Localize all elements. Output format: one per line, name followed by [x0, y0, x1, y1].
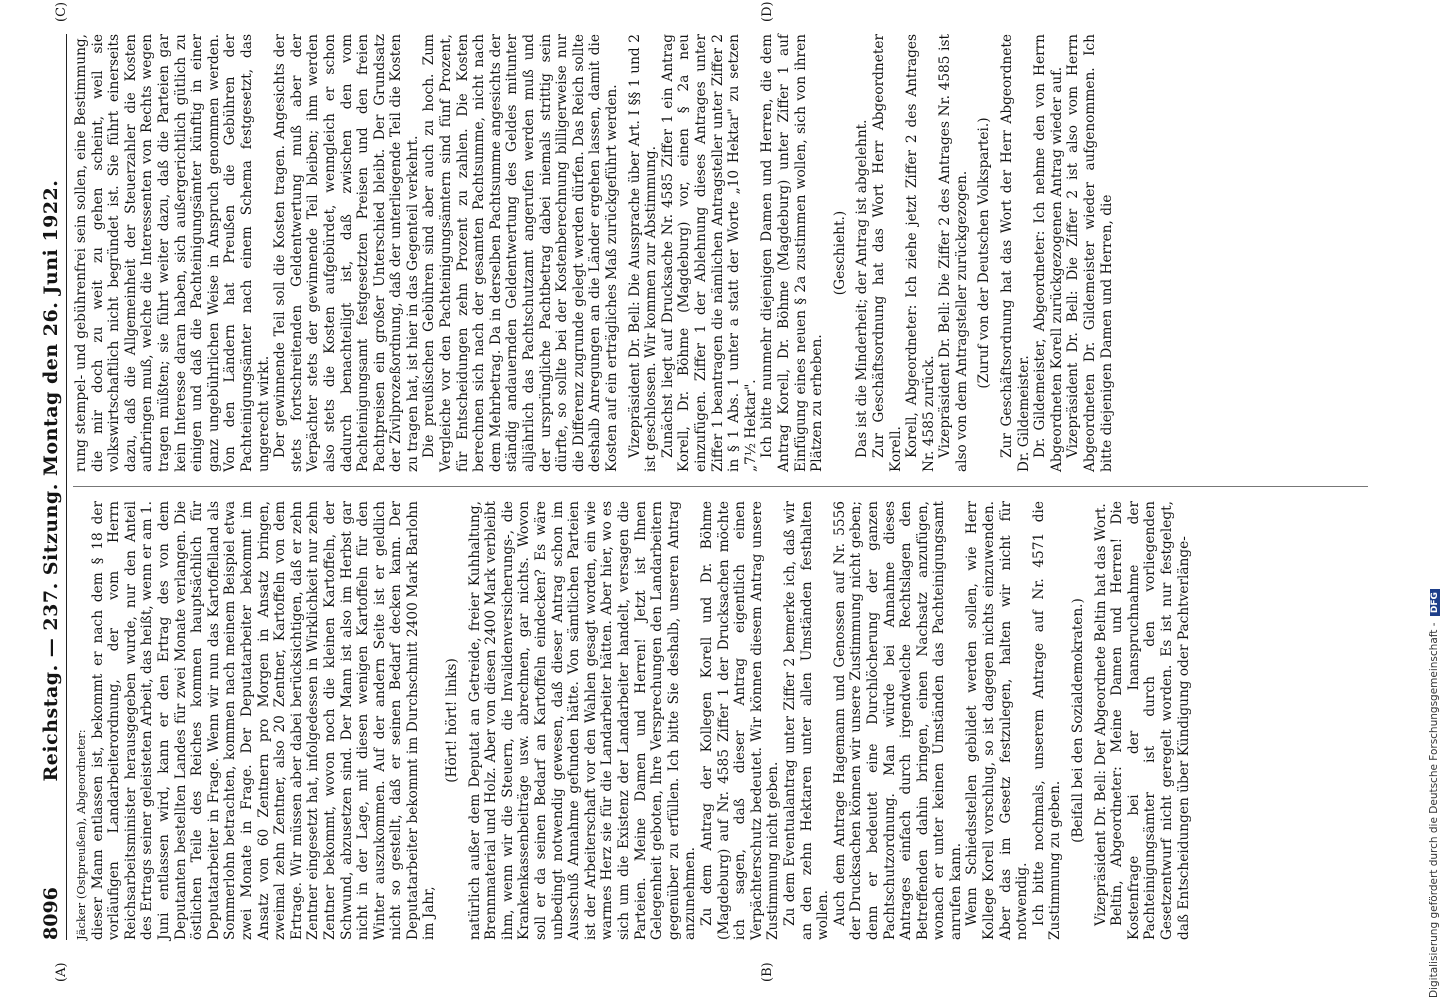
left-column [73, 487, 1368, 940]
dfg-logo: DFG [1430, 589, 1440, 616]
paragraph: Vizepräsident Dr. Bell: Die Aussprache über Art. I §§ 1 und 2 ist geschlossen. Wir kommen zur Abstimmung. [626, 34, 660, 472]
heckle: (Hört! hört! links) [444, 658, 461, 783]
text-columns [73, 34, 1368, 940]
paragraph: Die preußischen Gebühren sind aber auch zu hoch. Zum Vergleiche vor den Pachteinigungsämtern sind fünf Prozent, für Entscheidungen zehn Prozent zu zahlen. Die Kosten berechnen sich nach der gesamten Pachtsumme, nicht nach dem Mehrbetrag. Da in derselben Pachtsumme angesichts der ständig andauernden Geldentwertung des Geldes mitunter alljährlich das Pachtschutzamt angerufen werden muß und der ursprüngliche Pachtbetrag dabei niemals strittig sein dürfte, so sollte bei der Kostenberechnung billigerweise nur die Differenz zugrunde gelegt werden dürfen. Das Reich sollte deshalb Anregungen an die Länder ergehen lassen, damit die Kosten auf ein erträgliches Maß zurückgeführt werden. [421, 34, 620, 472]
paragraph: Auch dem Antrage Hagemann und Genossen auf Nr. 5556 der Drucksachen können wir unsere Zustimmung nicht geben; denn er bedeutet eine Durchlöcherung der ganzen Pachtschutzordnung. Man würde bei Annahme dieses Antrages einfach durch irgendwelche Rechtslagen den Betreffenden dahin bringen, einen Nachsatz anzufügen, wonach er unter keinen Umständen das Pachteinigungsamt anrufen kann. [831, 501, 964, 940]
applause: (Beifall bei den Sozialdemokraten.) [1070, 598, 1087, 843]
digitization-credit [1428, 0, 1442, 998]
paragraph: Zunächst liegt auf Drucksache Nr. 4585 Ziffer 1 ein Antrag Korell, Dr. Böhme (Magdeburg) vor, einen § 2a neu einzufügen. Ziffer 1 der Ablehnung dieses Antrages unter Ziffer 1 beantragen die nämlichen Antragsteller unter Ziffer 2 in § 1 Abs. 1 unter a statt der Worte „10 Hektar" zu setzen „7½ Hektar". [659, 34, 759, 472]
paragraph: Vizepräsident Dr. Bell: Der Abgeordnete Beltin hat das Wort. [1092, 503, 1109, 926]
paragraph: Ich bitte nochmals, unserem Antrage auf Nr. 4571 die Zustimmung zu geben. [1030, 501, 1064, 940]
paragraph: Wenn Schiedsstellen gebildet werden sollen, wie Herr Kollege Korell vorschlug, so ist dagegen nichts einzuwenden. Aber das im Gesetz festzulegen, halten wir nicht für notwendig. [964, 501, 1031, 940]
paragraph: Korell, Abgeordneter: Ich ziehe jetzt Ziffer 2 des Antrages Nr. 4585 zurück. [904, 34, 937, 472]
paragraph: rung stempel- und gebührenfrei sein sollen, eine Bestimmung, die mir doch zu weit zu gehen scheint, weil sie volkswirtschaftlich nicht begründet ist. Sie führt einerseits dazu, daß die Allgemeinheit der Steuerzahler die Kosten aufbringen muß, welche die Interessenten von Rechts wegen tragen müßten; sie führt weiter dazu, daß die Parteien gar kein Interesse daran haben, sich außergerichtlich gütlich zu einigen und daß die Pachteinigungsämter künftig in einer ganz ungebührlichen Weise in Anspruch genommen werden. Von den Ländern hat Preußen die Gebühren der Pachteinigungsämter nach einem Schema festgesetzt, das ungerecht wirkt. [73, 34, 272, 472]
paragraph: Beltin, Abgeordneter: Meine Damen und Herren! Die Kostenfrage bei der Inanspruchnahme der Pachteinigungsämter ist durch den vorliegenden Gesetzentwurf nicht geregelt worden. Es ist nur festgelegt, daß Entscheidungen über Kündigung oder Pachtverlänge- [1109, 501, 1192, 940]
page-title: Reichstag. — 237. Sitzung. Montag den 26. Juni 1922. [40, 179, 62, 782]
margin-mark-b: (B) [760, 962, 775, 982]
paragraph: natürlich außer dem Deputat an Getreide, freier Kuhhaltung, Brennmaterial und Holz. Aber von diesen 2400 Mark verbleibt ihm, wenn wir die Steuern, die Invalidenversicherungs-, die Krankenkassenbeiträge usw. abrechnen, gar nichts. Wovon soll er da seinen Bedarf an Kartoffeln eindecken? Es wäre unbedingt notwendig gewesen, daß dieser Antrag schon im Ausschuß Annahme gefunden hätte. Von sämtlichen Parteien ist der Arbeiterschaft vor den Wahlen gesagt worden, ein wie warmes Herz sie für die Landarbeiter hätten. Aber hier, wo es sich um die Existenz der Landarbeiter handelt, versagen die Parteien. Meine Damen und Herren! Jetzt ist Ihnen Gelegenheit geboten, Ihre Versprechungen den Landarbeitern gegenüber zu erfüllen. Ich bitte Sie deshalb, unseren Antrag anzunehmen. [466, 501, 699, 940]
paragraph: Zu dem Antrag der Kollegen Korell und Dr. Böhme (Magdeburg) auf Nr. 4585 Ziffer 1 der Drucksachen möchte ich sagen, daß dieser Antrag eigentlich einen Verpächterschutz bedeutet. Wir können diesem Antrag unsere Zustimmung nicht geben. [698, 501, 782, 940]
paragraph: Ich bitte nunmehr diejenigen Damen und Herren, die dem Antrag Korell, Dr. Böhme (Magdeburg) unter Ziffer 1 auf Einfügung eines neuen § 2a zustimmen wollen, sich von ihren Plätzen zu erheben. [759, 34, 826, 472]
paragraph: Zu dem Eventualantrag unter Ziffer 2 bemerke ich, daß wir an den zehn Hektaren unter allen Umständen festhalten wollen. [781, 501, 832, 940]
margin-mark-a: (A) [54, 962, 69, 982]
page-number: 8096 [40, 887, 62, 940]
page-header [40, 34, 67, 940]
paragraph: Dr. Gildemeister, Abgeordneter: Ich nehme den von Herrn Abgeordneten Korell zurückgezogenen Antrag wieder auf. [1032, 34, 1065, 472]
speaker-intro: Jäcker (Ostpreußen), Abgeordneter: [74, 729, 88, 940]
credit-text: Digitalisierung gefördert durch die Deutsche Forschungsgemeinschaft - [1428, 622, 1440, 998]
paragraph: Zur Geschäftsordnung hat das Wort Herr Abgeordneter Korell. [870, 34, 904, 472]
margin-mark-c: (C) [54, 1, 69, 22]
margin-mark-d: (D) [760, 1, 775, 22]
paragraph: dieser Mann entlassen ist, bekommt er nach dem § 18 der vorläufigen Landarbeiterordnung, der vom Herrn Reichsarbeitsminister herausgegeben wurde, nur den Anteil des Ertrags seiner geleisteten Arbeit, das heißt, wenn er am 1. Juni entlassen wird, kann er den Ertrag des von dem Deputanten bestellten Landes für zwei Monate verlangen. Die östlichen Teile des Reiches kommen hauptsächlich für Deputatarbeiter in Frage. Wenn wir nun das Kartoffelland als Sommerlohn betrachten, kommen nach meinem Beispiel etwa zwei Monate in Frage. Der Deputatarbeiter bekommt im Ansatz von 60 Zentnern pro Morgen in Ansatz bringen, zweimal zehn Zentner, also 20 Zentner, Kartoffeln von dem Ertrage. Wir müssen aber dabei berücksichtigen, daß er zehn Zentner eingesetzt hat, infolgedessen in Wirklichkeit nur zehn Zentner bekommt, wovon noch die kleinen Kartoffeln, der Schwund, abzusetzen sind. Der Mann ist also im Herbst gar nicht in der Lage, mit diesen wenigen Kartoffeln für den Winter auszukommen. Auf der andern Seite ist er geldlich nicht so gestellt, daß er seinen Bedarf decken kann. Der Deputatarbeiter bekommt im Durchschnitt 2400 Mark Barlohn im Jahr, [89, 501, 438, 940]
stage-note: (Geschieht.) [831, 210, 848, 296]
paragraph: Das ist die Minderheit; der Antrag ist abgelehnt. [854, 119, 871, 458]
paragraph: Zur Geschäftsordnung hat das Wort der Herr Abgeordnete Dr. Gildemeister. [999, 34, 1032, 472]
paragraph: Vizepräsident Dr. Bell: Die Ziffer 2 ist also vom Herrn Abgeordneten Dr. Gildemeister wieder aufgenommen. Ich bitte diejenigen Damen und Herren, die [1065, 34, 1115, 472]
paragraph: Der gewinnende Teil soll die Kosten tragen. Angesichts der stets fortschreitenden Geldentwertung muß aber der Verpächter stets der gewinnende Teil bleiben; ihm werden also stets die Kosten aufgebürdet, wenngleich er schon dadurch benachteiligt ist, daß zwischen den vom Pachteinigungsamt festgesetzten Preisen und den freien Pachtpreisen ein großer Unterschied bleibt. Der Grundsatz der Zivilprozeßordnung, daß der unterliegende Teil die Kosten zu tragen hat, ist hier in das Gegenteil verkehrt. [272, 34, 421, 472]
stage-note: (Zuruf von der Deutschen Volkspartei.) [976, 117, 993, 389]
document-page [20, 0, 1400, 1000]
right-column [73, 34, 1368, 487]
paragraph: Vizepräsident Dr. Bell: Die Ziffer 2 des Antrages Nr. 4585 ist also von dem Antragsteller zurückgezogen. [937, 34, 970, 472]
